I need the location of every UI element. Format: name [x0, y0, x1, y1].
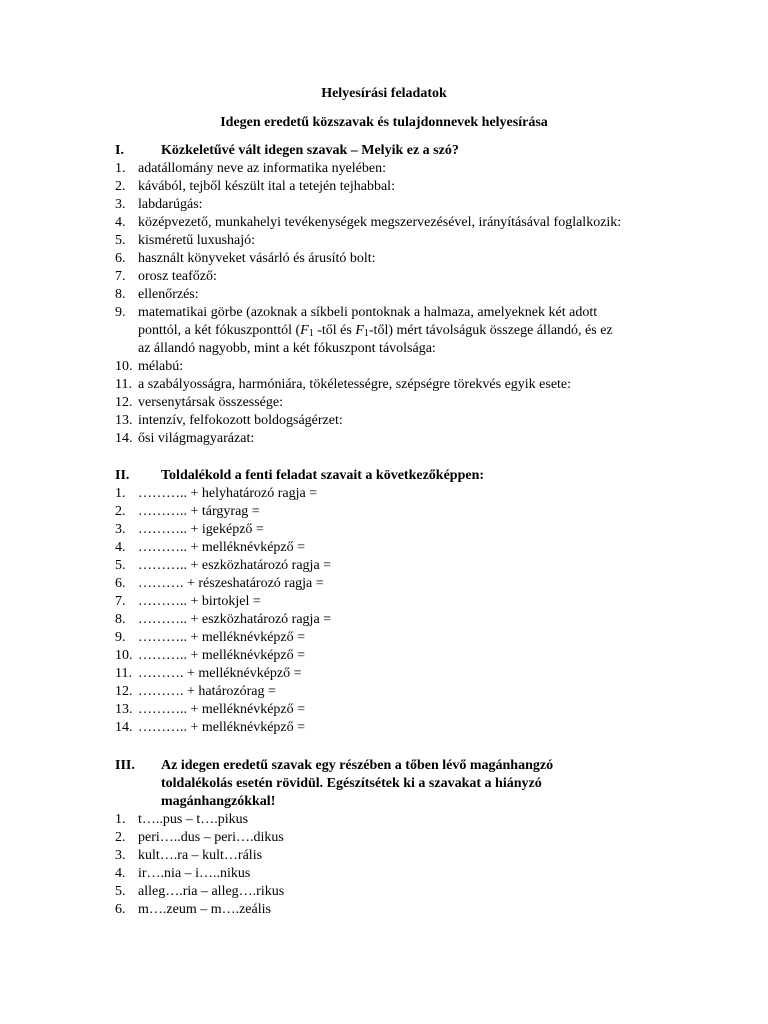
item-number: 13.	[115, 702, 133, 717]
item-text: orosz teafőző:	[138, 269, 217, 284]
item-text: ……….. + eszközhatározó ragja =	[138, 558, 332, 573]
section-2-title: Toldalékold a fenti feladat szavait a következőképpen:	[161, 468, 485, 483]
item-text: t…..pus – t….pikus	[138, 812, 249, 827]
item-number: 4.	[115, 866, 126, 881]
item-text: kávából, tejből készült ital a tetején tejhabbal:	[138, 179, 395, 194]
item-text: kisméretű luxushajó:	[138, 233, 256, 248]
item-number: 5.	[115, 558, 126, 573]
item-text: ………. + határozórag =	[138, 684, 276, 699]
item-text: m….zeum – m….zeális	[138, 902, 271, 917]
item-text: ……….. + melléknévképző =	[138, 630, 306, 645]
item-text: ……….. + melléknévképző =	[138, 648, 306, 663]
item-number: 11.	[115, 377, 132, 392]
item-number: 8.	[115, 612, 126, 627]
item-number: 7.	[115, 269, 126, 284]
item-text: adatállomány neve az informatika nyelében:	[138, 161, 387, 176]
item-text: ……….. + igeképző =	[138, 522, 264, 537]
section-3-number: III.	[115, 758, 135, 773]
item-text: mélabú:	[138, 359, 184, 374]
item-number: 3.	[115, 522, 126, 537]
page-subtitle: Idegen eredetű közszavak és tulajdonnevek helyesírása	[220, 115, 548, 130]
item-text-part: -től) mért távolságuk összege állandó, és ez	[368, 323, 613, 338]
item-text: középvezető, munkahelyi tevékenységek megszervezésével, irányításával foglalkozik:	[138, 215, 622, 230]
item-text: ……….. + melléknévképző =	[138, 720, 306, 735]
item-number: 13.	[115, 413, 133, 428]
item-number: 10.	[115, 359, 133, 374]
section-3-title-text: toldalékolás esetén rövidül. Egészítsétek ki a szavakat a hiányzó	[161, 776, 542, 791]
item-number: 11.	[115, 666, 132, 681]
item-text: labdarúgás:	[138, 197, 203, 212]
item-text: ……….. + tárgyrag =	[138, 504, 260, 519]
item-text: ……….. + helyhatározó ragja =	[138, 486, 318, 501]
item-number: 5.	[115, 884, 126, 899]
item-number: 6.	[115, 902, 126, 917]
item-number: 1.	[115, 486, 126, 501]
item-number: 2.	[115, 179, 126, 194]
item-number: 1.	[115, 161, 126, 176]
item-text: peri…..dus – peri….dikus	[138, 830, 284, 845]
item-text: versenytársak összessége:	[138, 395, 284, 410]
item-text-line-1: matematikai görbe (azoknak a síkbeli pontoknak a halmaza, amelyeknek két adott	[138, 305, 598, 320]
item-number: 4.	[115, 215, 126, 230]
item-number: 12.	[115, 684, 133, 699]
item-number: 3.	[115, 848, 126, 863]
item-number: 1.	[115, 812, 126, 827]
item-number: 2.	[115, 830, 126, 845]
section-3-title-line-3: magánhangzókkal!	[161, 794, 276, 809]
item-text-part: ponttól, a két fókuszponttól (	[138, 323, 301, 338]
section-3-title-text: Az idegen eredetű szavak egy részében a tőben lévő magánhangzó	[161, 758, 554, 773]
item-text: ……….. + melléknévképző =	[138, 702, 306, 717]
page-title: Helyesírási feladatok	[321, 86, 447, 101]
item-number: 4.	[115, 540, 126, 555]
item-text: ……….. + birtokjel =	[138, 594, 261, 609]
item-number: 14.	[115, 720, 133, 735]
item-text: ……….. + melléknévképző =	[138, 540, 306, 555]
list-item-multiline	[115, 304, 695, 358]
item-text: ……….. + eszközhatározó ragja =	[138, 612, 332, 627]
item-text: ősi világmagyarázat:	[138, 431, 255, 446]
item-number: 2.	[115, 504, 126, 519]
section-1-title: Közkeletűvé vált idegen szavak – Melyik ez a szó?	[161, 143, 459, 158]
item-number: 5.	[115, 233, 126, 248]
item-number: 7.	[115, 594, 126, 609]
focus-symbol: F	[300, 323, 309, 338]
focus-subscript: 1	[308, 328, 314, 339]
focus-subscript: 1	[363, 328, 369, 339]
item-number: 8.	[115, 287, 126, 302]
item-number: 14.	[115, 431, 133, 446]
item-number: 12.	[115, 395, 133, 410]
focus-symbol: F	[355, 323, 364, 338]
section-3-title-line-1	[161, 757, 703, 775]
section-2-number: II.	[115, 468, 130, 483]
item-number: 6.	[115, 576, 126, 591]
item-number: 9.	[115, 305, 126, 320]
item-text-part: -től és	[313, 323, 356, 338]
item-text: intenzív, felfokozott boldogságérzet:	[138, 413, 343, 428]
item-text: ellenőrzés:	[138, 287, 199, 302]
item-text: ………. + részeshatározó ragja =	[138, 576, 324, 591]
item-number: 10.	[115, 648, 133, 663]
item-text: ir….nia – i…..nikus	[138, 866, 251, 881]
item-number: 3.	[115, 197, 126, 212]
section-1-number: I.	[115, 143, 124, 158]
section-3-title-line-2	[161, 775, 703, 793]
item-text: ………. + melléknévképző =	[138, 666, 302, 681]
item-number: 6.	[115, 251, 126, 266]
item-text: a szabályosságra, harmóniára, tökéletességre, szépségre törekvés egyik esete:	[138, 377, 572, 392]
item-text: használt könyveket vásárló és árusító bolt:	[138, 251, 376, 266]
item-text: kult….ra – kult…rális	[138, 848, 263, 863]
item-text: alleg….ria – alleg….rikus	[138, 884, 285, 899]
item-text-line-3: az állandó nagyobb, mint a két fókuszpont távolsága:	[138, 341, 436, 356]
item-number: 9.	[115, 630, 126, 645]
